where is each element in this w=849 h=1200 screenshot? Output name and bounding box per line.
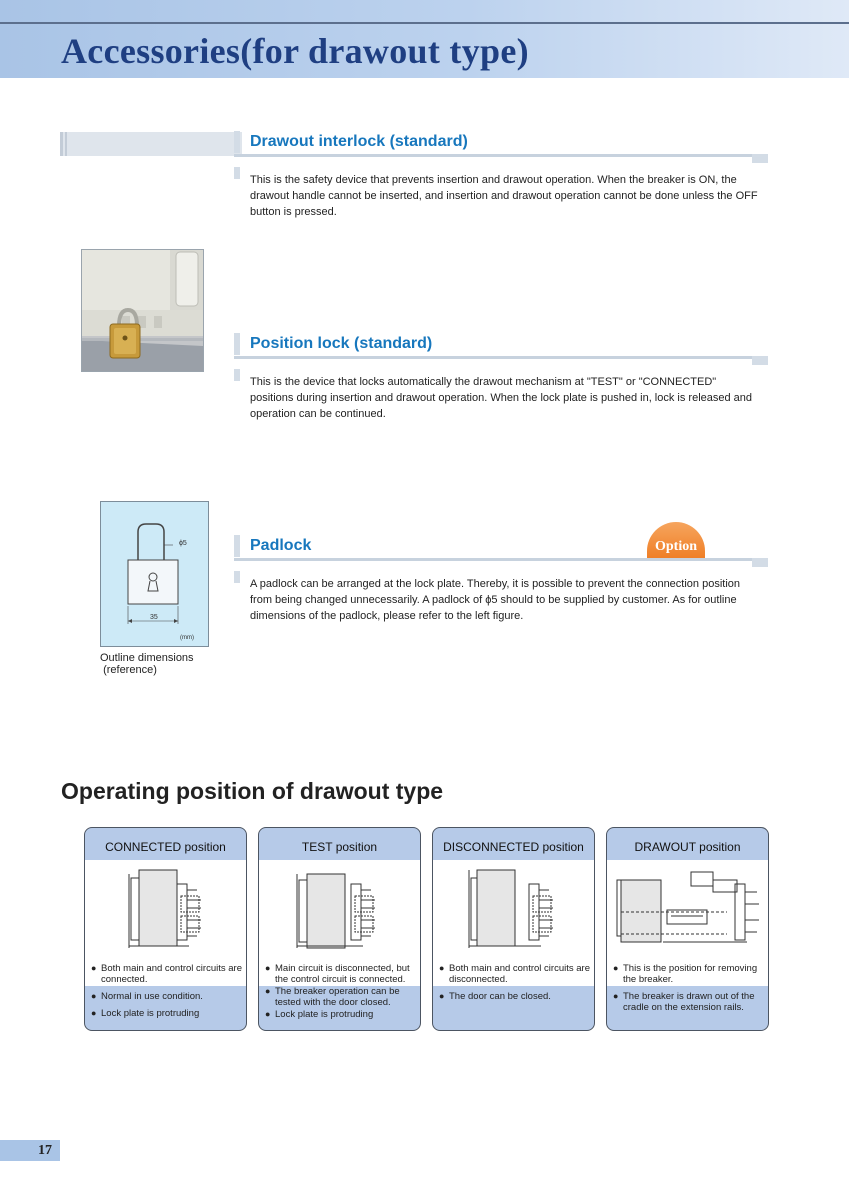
operating-heading: Operating position of drawout type: [61, 778, 444, 804]
section-tag: [752, 154, 768, 163]
padlock-outline-figure: [100, 501, 209, 647]
position-card-title: DISCONNECTED position: [443, 840, 584, 854]
section-header-drawout-interlock: [234, 131, 768, 157]
section-tick: [234, 333, 240, 355]
position-lock-photo: [81, 249, 204, 372]
position-card-connected: [84, 827, 247, 1031]
section-title: Position lock (standard): [250, 335, 433, 352]
position-note: ● Both main and control circuits are disconnected.: [439, 963, 592, 985]
position-notes: [91, 963, 244, 1025]
section-body: This is the device that locks automatically the drawout mechanism at "TEST" or "CONNECTED" positions during insertion and drawout operation. When the lock plate is pushed in, lock is released and operation can be continued.: [250, 376, 753, 420]
position-note: ● Both main and control circuits are connected.: [91, 963, 244, 985]
position-card-disconnected: [432, 827, 595, 1031]
section-side-marker: [234, 369, 240, 381]
position-note: ● Normal in use condition.: [91, 991, 244, 1002]
position-card-title: DRAWOUT position: [634, 840, 741, 854]
section-body: A padlock can be arranged at the lock plate. Thereby, it is possible to prevent the connection position from being changed unnecessarily. A padlock of ϕ5 should to be supplied by customer. As for outline dimensions of the padlock, please refer to the left figure.: [250, 578, 741, 622]
intro-band: [61, 132, 242, 156]
position-notes: [265, 963, 418, 1021]
section-body: This is the safety device that prevents insertion and drawout operation. When the breaker is ON, the drawout handle cannot be inserted, and insertion and drawout operation cannot be done unless the OFF button is pressed.: [250, 174, 758, 218]
position-notes: [613, 963, 766, 1019]
page-number-tab: [0, 1140, 60, 1161]
position-note: ● Lock plate is protruding: [265, 1009, 418, 1020]
position-note: ● The door can be closed.: [439, 991, 592, 1002]
position-note: ● This is the position for removing the breaker.: [613, 963, 766, 985]
position-card-test: [258, 827, 421, 1031]
section-title: Drawout interlock (standard): [250, 133, 468, 150]
section-header-position-lock: [234, 333, 768, 359]
unit-label: (mm): [180, 635, 194, 641]
page-number: 17: [38, 1143, 52, 1158]
option-badge-label: Option: [654, 539, 697, 554]
position-note: ● Main circuit is disconnected, but the control circuit is connected.: [265, 963, 418, 985]
position-card-title: CONNECTED position: [105, 840, 226, 854]
section-rule: [234, 154, 768, 157]
section-header-padlock: [234, 535, 768, 561]
position-note: ● The breaker is drawn out of the cradle on the extension rails.: [613, 991, 766, 1013]
header-rule: [0, 22, 849, 24]
page-title: Accessories(for drawout type): [61, 31, 529, 71]
section-rule: [234, 356, 768, 359]
section-rule: [234, 558, 768, 561]
position-note: ● Lock plate is protruding: [91, 1008, 244, 1019]
diameter-label: ϕ5: [179, 540, 187, 547]
section-side-marker: [234, 571, 240, 583]
section-title: Padlock: [250, 537, 312, 554]
section-tag: [752, 558, 768, 567]
figure-caption-line: (reference): [103, 664, 157, 676]
figure-caption-line: Outline dimensions: [100, 652, 194, 664]
section-tick: [234, 131, 240, 153]
section-tag: [752, 356, 768, 365]
section-tick: [234, 535, 240, 557]
position-note: ● The breaker operation can be tested with the door closed.: [265, 986, 418, 1008]
position-notes: [439, 963, 592, 1008]
section-side-marker: [234, 167, 240, 179]
width-label: 35: [150, 614, 158, 621]
position-card-drawout: [606, 827, 769, 1031]
position-card-title: TEST position: [301, 840, 378, 854]
figure-caption: [100, 652, 194, 676]
